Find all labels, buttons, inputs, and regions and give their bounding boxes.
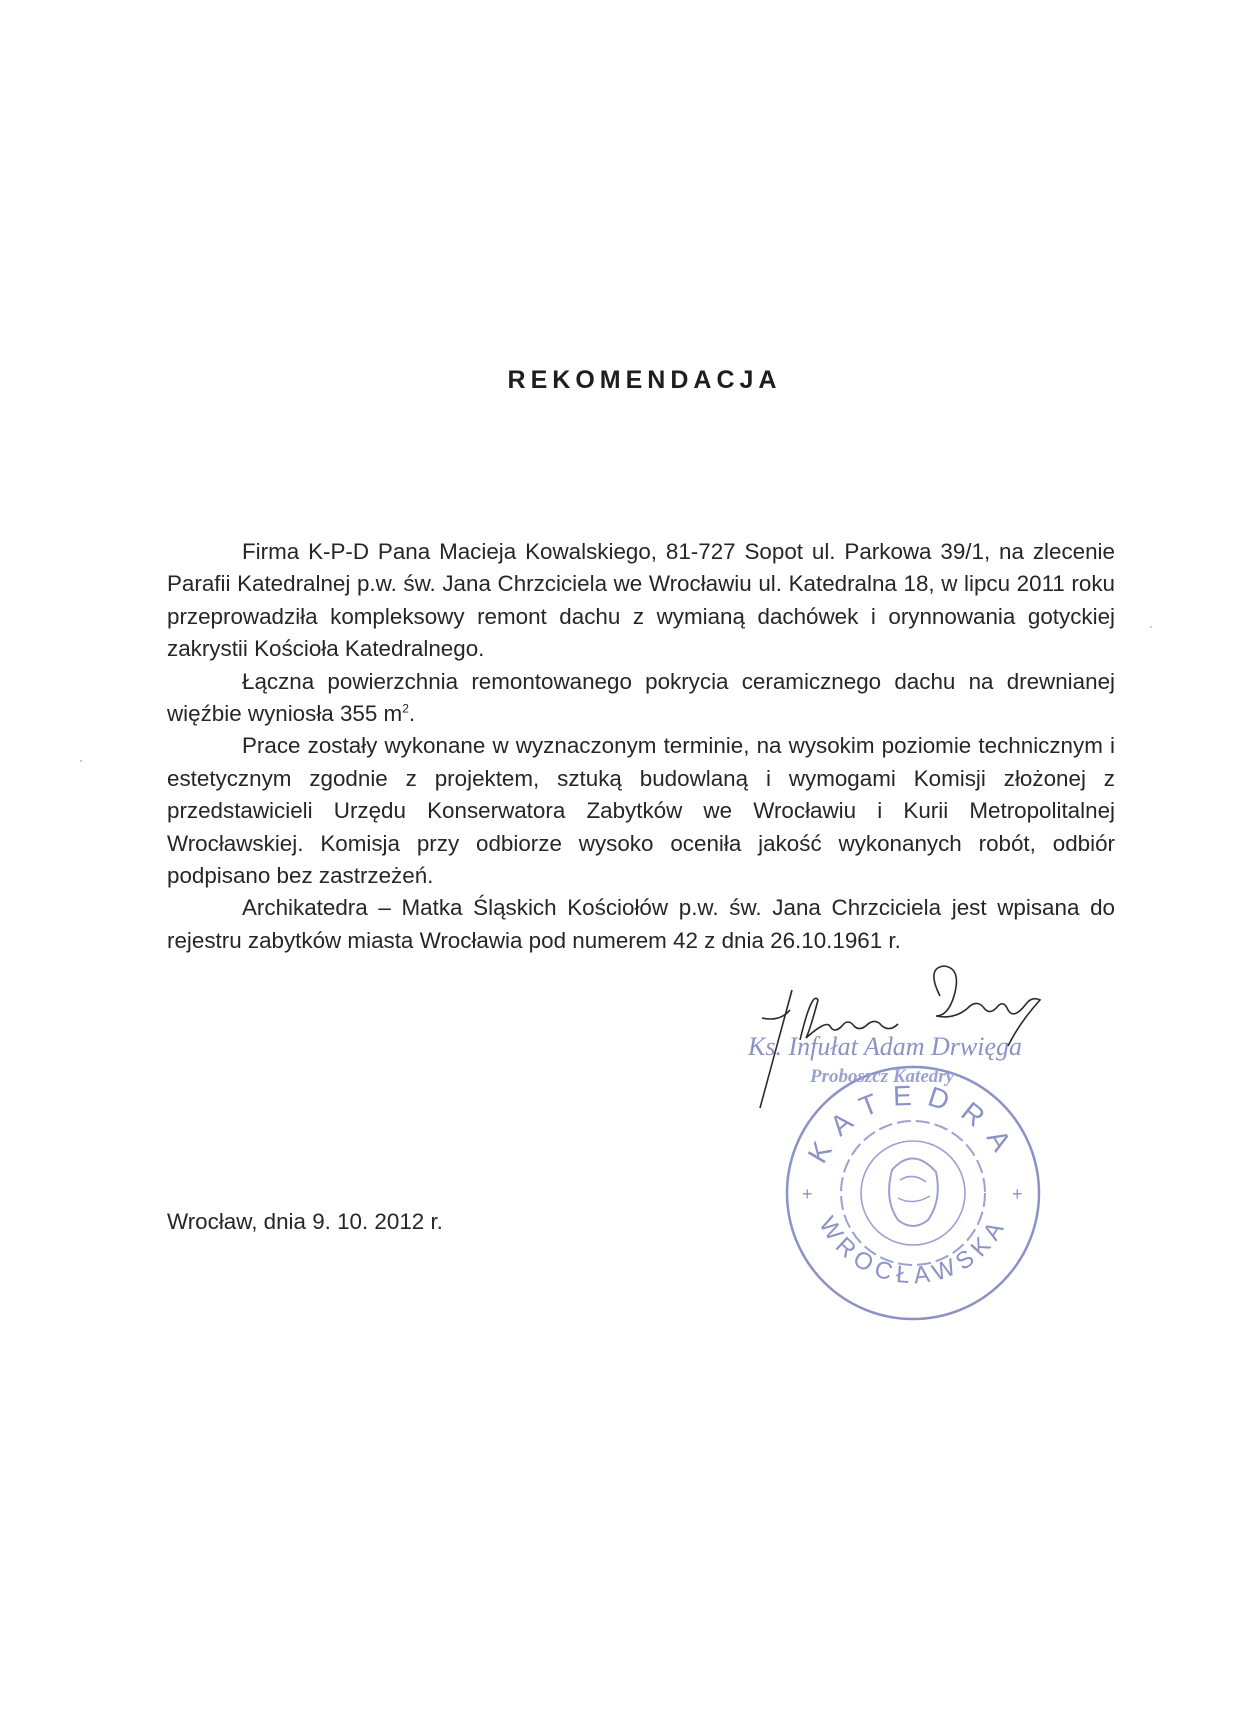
- stamp-signatory-role: Proboszcz Katedry: [810, 1066, 955, 1087]
- paragraph-1: Firma K-P-D Pana Macieja Kowalskiego, 81-727 Sopot ul. Parkowa 39/1, na zlecenie Parafii Katedralnej p.w. św. Jana Chrzciciela we Wrocławiu ul. Katedralna 18, w lipcu 2011 roku przeprowadziła kompleksowy remont dachu z wymianą dachówek i orynnowania gotyckiej zakrystii Kościoła Katedralnego.: [167, 539, 1115, 662]
- scan-speck: [80, 760, 82, 762]
- svg-text:+: +: [802, 1184, 813, 1204]
- handwritten-signature: [740, 960, 1070, 1110]
- place-and-date: Wrocław, dnia 9. 10. 2012 r.: [167, 1209, 443, 1234]
- svg-text:WROCŁAWSKA: [813, 1212, 1012, 1290]
- paragraph-2-end: .: [408, 701, 416, 727]
- area-unit-exponent: 2: [402, 701, 409, 716]
- seal-bottom-text: WROCŁAWSKA: [813, 1211, 1013, 1290]
- document-title: REKOMENDACJA: [507, 366, 782, 394]
- paragraph-3: Prace zostały wykonane w wyznaczonym terminie, na wysokim poziomie technicznym i estetycznym zgodnie z projektem, sztuką budowlaną i wymogami Komisji złożonej z przedstawicieli Urzędu Konserwatora Zabytków we Wrocławiu i Kurii Metropolitalnej Wrocławskiej. Komisja przy odbiorze wysoko oceniła jakość wykonanych robót, odbiór podpisano bez zastrzeżeń.: [167, 733, 1115, 889]
- paragraph-2: [167, 666, 1115, 731]
- paragraph-4: Archikatedra – Matka Śląskich Kościołów p.w. św. Jana Chrzciciela jest wpisana do rejestru zabytków miasta Wrocławia pod numerem 42 z dnia 26.10.1961 r.: [167, 895, 1115, 953]
- scan-speck: [1150, 626, 1152, 628]
- letter-body: [167, 536, 1115, 957]
- paragraph-2-text: Łączna powierzchnia remontowanego pokrycia ceramicznego dachu na drewnianej więźbie wyniosła 355 m: [167, 668, 1115, 727]
- seal-top-text: KATEDRA: [801, 1079, 1025, 1169]
- svg-text:+: +: [1012, 1184, 1023, 1204]
- stamp-signatory-name: Ks. Infułat Adam Drwięga: [748, 1032, 1022, 1061]
